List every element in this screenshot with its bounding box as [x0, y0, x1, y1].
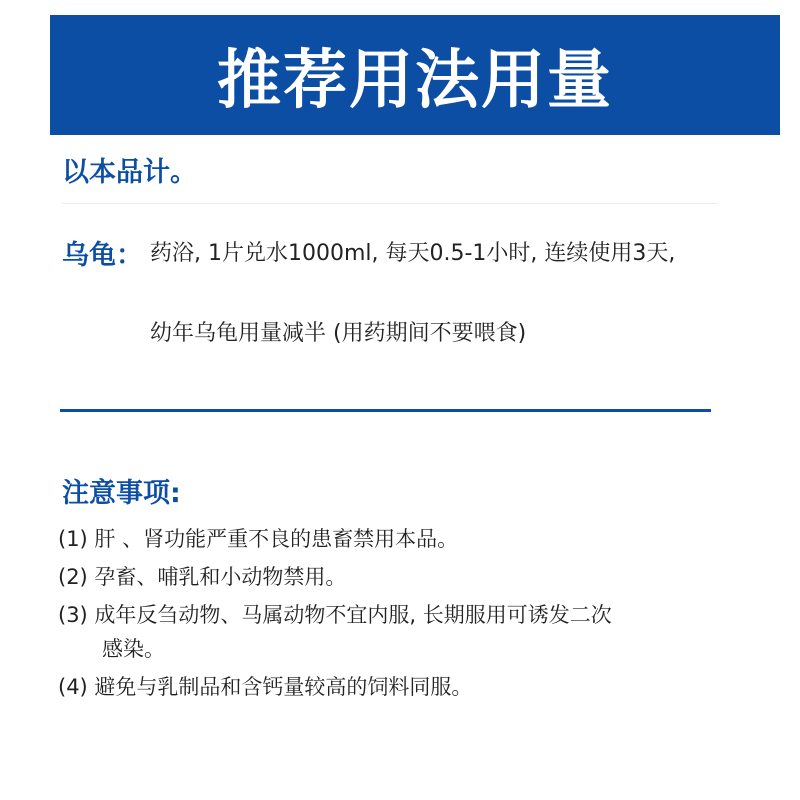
caution-text-continued: 感染。	[102, 637, 165, 661]
caution-text: (2) 孕畜、哺乳和小动物禁用。	[58, 565, 347, 589]
cautions-heading: 注意事项:	[62, 478, 181, 509]
section-divider	[60, 409, 711, 412]
cautions-list	[58, 522, 758, 708]
dosage-label: 乌龟：	[62, 240, 143, 271]
caution-item	[58, 598, 758, 666]
unit-note: 以本品计。	[62, 157, 197, 188]
caution-text: (3) 成年反刍动物、马属动物不宜内服, 长期服用可诱发二次	[58, 603, 612, 627]
caution-item	[58, 560, 758, 594]
caution-text: (4) 避免与乳制品和含钙量较高的饲料同服。	[58, 675, 473, 699]
title-banner	[50, 15, 780, 135]
dosage-instruction: 药浴, 1片兑水1000ml, 每天0.5-1小时, 连续使用3天,	[150, 241, 676, 266]
caution-item	[58, 522, 758, 556]
dosage-juvenile-note: 幼年乌龟用量减半 (用药期间不要喂食)	[150, 321, 527, 346]
page-title: 推荐用法用量	[217, 44, 613, 118]
thin-divider	[62, 203, 718, 204]
caution-text: (1) 肝 、肾功能严重不良的患畜禁用本品。	[58, 527, 459, 551]
caution-item	[58, 670, 758, 704]
